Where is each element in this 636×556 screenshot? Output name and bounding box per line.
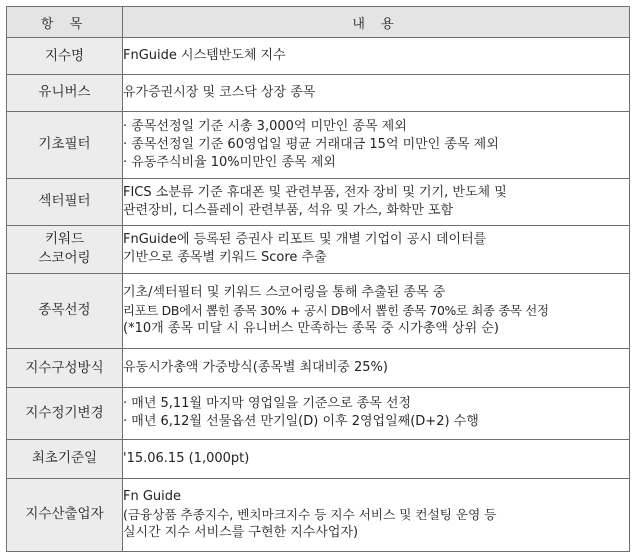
header-item: 항 목 [7,7,123,38]
row-content [123,387,630,439]
row-index-name [7,38,630,75]
content-line: 기초/섹터필터 및 키워드 스코어링을 통해 추출된 종목 중 [123,284,446,300]
row-label: 종목선정 [7,273,123,349]
content-line: FnGuide 시스템반도체 지수 [123,48,286,64]
row-label: 지수정기변경 [7,387,123,439]
content-line: FICS 소분류 기준 휴대폰 및 관련부품, 전자 장비 및 기기, 반도체 및 [123,184,507,200]
row-content [123,273,630,349]
row-label: 섹터필터 [7,178,123,225]
content-line: · 매년 6,12월 선물옵션 만기일(D) 이후 2영업일째(D+2) 수행 [123,414,479,430]
row-content [123,111,630,178]
row-content [123,439,630,478]
row-label: 유니버스 [7,74,123,111]
row-label-line: 키워드 [44,231,85,248]
row-index-calculator [7,478,630,551]
row-label: 최초기준일 [7,439,123,478]
header-content: 내 용 [123,7,630,38]
row-label [7,226,123,273]
content-line: (*10개 종목 미달 시 유니버스 만족하는 종목 중 시가총액 상위 순) [123,320,499,336]
row-label: 지수명 [7,38,123,75]
row-basic-filter [7,111,630,178]
row-label: 기초필터 [7,111,123,178]
row-content [123,349,630,388]
row-content [123,226,630,273]
content-line: (금융상품 추종지수, 벤치마크지수 등 지수 서비스 및 컨설팅 운영 등 [123,506,497,522]
index-spec-table [6,6,630,552]
content-line: · 유동주식비율 10%미만인 종목 제외 [123,154,336,170]
row-content [123,178,630,225]
content-line: 실시간 지수 서비스를 구현한 지수사업자) [123,524,359,540]
row-stock-selection [7,273,630,349]
content-line: 유동시가총액 가중방식(종목별 최대비중 25%) [123,360,388,375]
content-line: '15.06.15 (1,000pt) [123,450,250,466]
content-line: · 종목선정일 기준 60영업일 평균 거래대금 15억 미만인 종목 제외 [123,136,499,152]
row-universe [7,74,630,111]
content-line: 관련장비, 디스플레이 관련부품, 석유 및 가스, 화학만 포함 [123,202,454,218]
row-periodic-rebalance [7,387,630,439]
content-line: 기반으로 종목별 키워드 Score 추출 [123,250,327,266]
row-base-date [7,439,630,478]
row-content [123,478,630,551]
row-keyword-scoring [7,226,630,273]
row-sector-filter [7,178,630,225]
row-composition-method [7,349,630,388]
row-content [123,74,630,111]
row-content [123,38,630,75]
row-label: 지수산출업자 [7,478,123,551]
content-line: Fn Guide [123,488,182,504]
content-line: 유가증권시장 및 코스닥 상장 종목 [123,84,316,100]
content-line: FnGuide에 등록된 증권사 리포트 및 개별 기업이 공시 데이터를 [123,232,487,248]
row-label-line: 스코어링 [38,250,91,267]
table-header-row [7,7,630,38]
content-line: 리포트 DB에서 뽑힌 종목 30% + 공시 DB에서 뽑힌 종목 70%로 최종 종목 선정 [123,302,549,318]
row-label: 지수구성방식 [7,349,123,388]
content-line: · 매년 5,11월 마지막 영업일을 기준으로 종목 선정 [123,396,412,412]
content-line: · 종목선정일 기준 시총 3,000억 미만인 종목 제외 [123,118,407,134]
